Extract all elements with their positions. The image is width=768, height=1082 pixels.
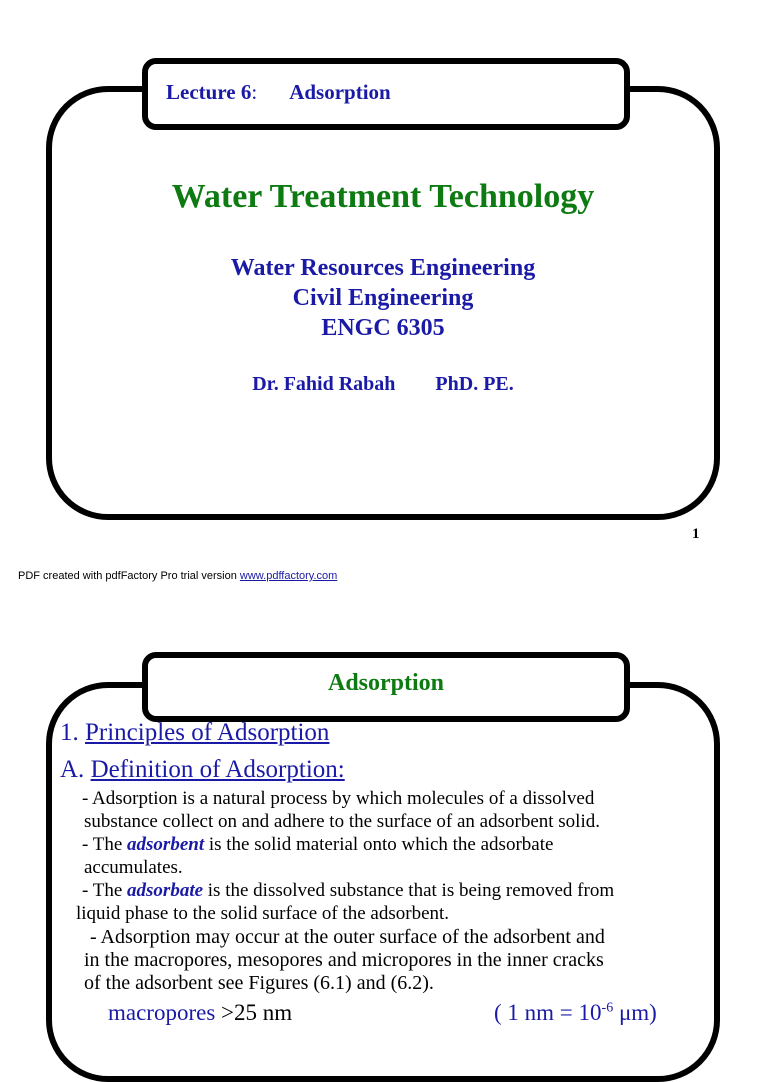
adsorbent-paragraph: - The adsorbent is the solid material onto which the adsorbate accumulates.: [82, 834, 554, 878]
adsorbate-paragraph: - The adsorbate is the dissolved substance that is being removed from liquid phase to the solid surface of the adsorbent.: [76, 880, 615, 924]
slide-2-header-tab: [142, 652, 630, 722]
pores-paragraph: - Adsorption may occur at the outer surface of the adsorbent and in the macropores, mesopores and micropores in the inner cracks of the adsorbent see Figures (6.1) and (6.2).: [84, 926, 605, 994]
page-number: 1: [692, 526, 700, 542]
author-line: [46, 373, 720, 396]
footer-text: PDF created with pdfFactory Pro trial version: [18, 570, 240, 582]
lecture-topic: Adsorption: [289, 80, 391, 104]
faculty-line: Civil Engineering: [292, 285, 474, 311]
course-code-line: ENGC 6305: [321, 315, 445, 341]
course-title: Water Treatment Technology: [171, 178, 595, 215]
adsorbent-term: adsorbent: [127, 834, 205, 855]
subsection-heading: A. Definition of Adsorption:: [60, 756, 345, 783]
pdf-footer: [18, 570, 337, 582]
department-line: Water Resources Engineering: [230, 255, 536, 281]
author-credentials: PhD. PE.: [435, 373, 514, 395]
footer-link[interactable]: www.pdffactory.com: [239, 570, 338, 582]
macropores-size: macropores >25 nm: [108, 1000, 293, 1025]
lecture-label: Lecture 6: Adsorption: [166, 80, 391, 104]
author-name: Dr. Fahid Rabah: [252, 373, 396, 395]
adsorbate-term: adsorbate: [127, 880, 204, 901]
course-subtitle: [46, 253, 720, 343]
definition-paragraph: - Adsorption is a natural process by which molecules of a dissolved substance collect on and adhere to the surface of an adsorbent solid.: [82, 788, 600, 832]
unit-conversion: ( 1 nm = $10^{-6}$ μm): [494, 1000, 657, 1025]
slide-1-header-tab: [142, 58, 630, 130]
section-heading: 1. Principles of Adsorption: [60, 719, 330, 746]
slide-2-title: Adsorption: [327, 670, 445, 696]
